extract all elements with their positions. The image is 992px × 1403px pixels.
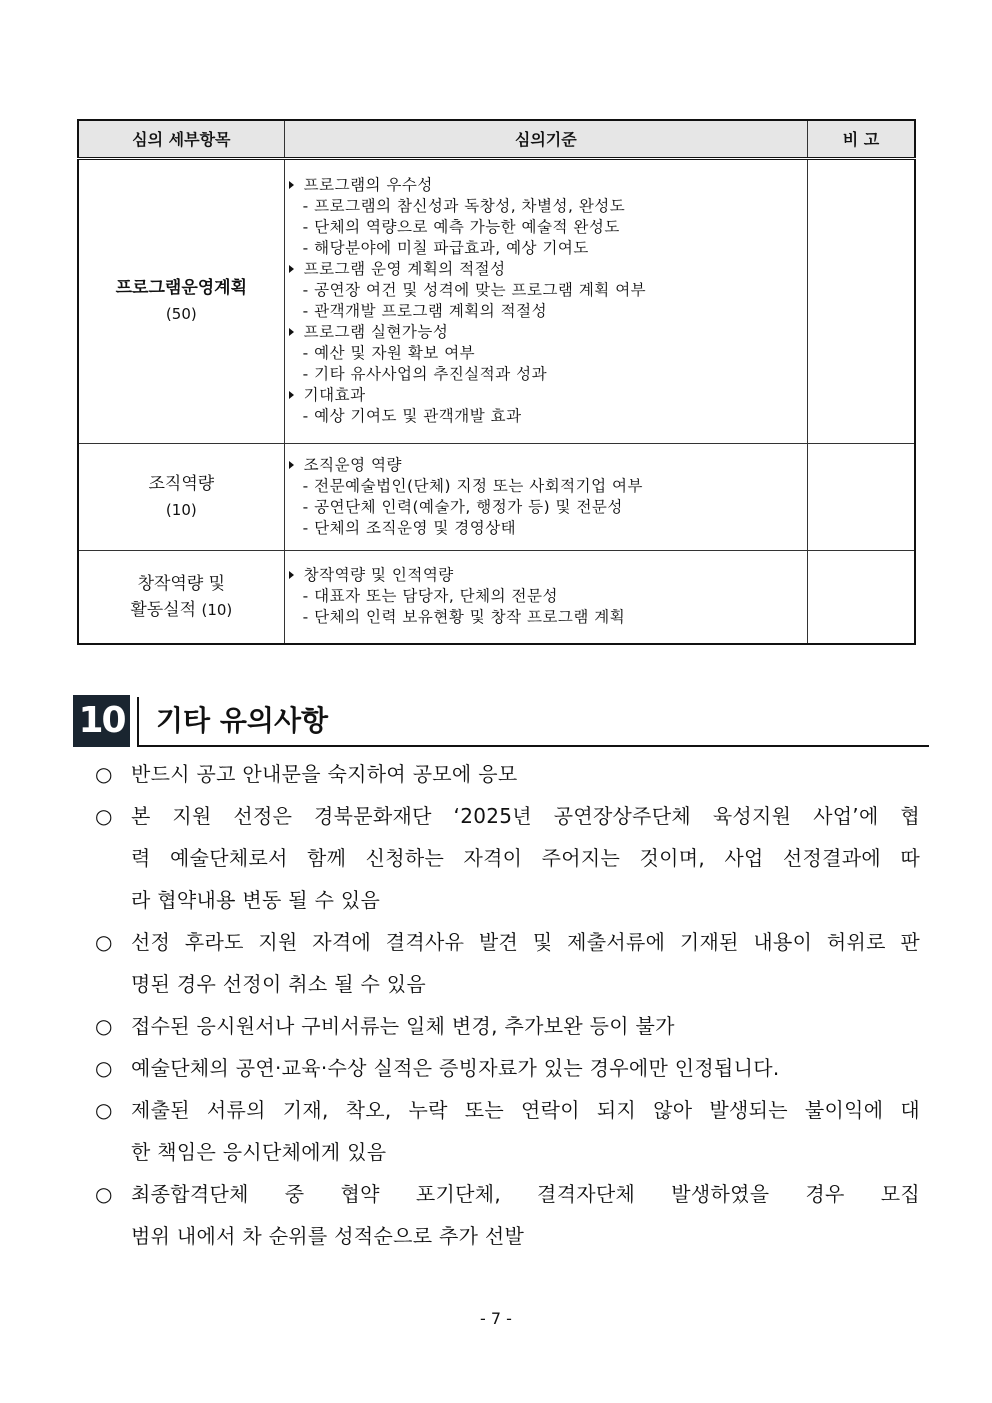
criteria-text: - 기타 유사사업의 추진실적과 성과 bbox=[302, 365, 548, 383]
circle-bullet-icon: ○ bbox=[95, 930, 113, 954]
criteria-heading bbox=[289, 565, 799, 586]
table-header-row bbox=[78, 120, 915, 158]
criteria-text: 프로그램의 우수성 bbox=[303, 176, 433, 194]
note-line: 라 협약내용 변동 될 수 있음 bbox=[131, 888, 381, 912]
circle-bullet-icon: ○ bbox=[95, 1182, 113, 1206]
criteria-detail bbox=[289, 238, 799, 259]
criteria-cell bbox=[284, 443, 807, 550]
circle-bullet-icon: ○ bbox=[95, 1014, 113, 1038]
item-cell bbox=[78, 443, 284, 550]
note-cell bbox=[807, 443, 915, 550]
header-item: 심의 세부항목 bbox=[78, 120, 284, 158]
criteria-text: - 해당분야에 미칠 파급효과, 예상 기여도 bbox=[302, 239, 589, 257]
triangle-bullet-icon bbox=[289, 265, 294, 273]
criteria-text: - 예산 및 자원 확보 여부 bbox=[302, 344, 476, 362]
note-cell bbox=[807, 158, 915, 443]
triangle-bullet-icon bbox=[289, 328, 294, 336]
note-line: 본 지원 선정은 경북문화재단 ‘2025년 공연장상주단체 육성지원 사업’에 협 bbox=[131, 804, 920, 828]
criteria-detail bbox=[289, 518, 799, 539]
criteria-heading bbox=[289, 322, 799, 343]
item-cell bbox=[78, 550, 284, 644]
item-score: (50) bbox=[165, 305, 197, 323]
section-number-badge: 10 bbox=[73, 695, 130, 747]
evaluation-criteria-table bbox=[77, 119, 916, 645]
criteria-detail bbox=[289, 497, 799, 518]
criteria-heading bbox=[289, 455, 799, 476]
criteria-detail bbox=[289, 217, 799, 238]
circle-bullet-icon: ○ bbox=[95, 1098, 113, 1122]
criteria-detail bbox=[289, 406, 799, 427]
header-note: 비 고 bbox=[807, 120, 915, 158]
note-text bbox=[131, 753, 920, 795]
list-item bbox=[95, 921, 920, 1005]
item-score: (10) bbox=[165, 500, 197, 519]
criteria-cell bbox=[284, 158, 807, 443]
triangle-bullet-icon bbox=[289, 391, 294, 399]
criteria-text: - 예상 기여도 및 관객개발 효과 bbox=[302, 407, 522, 425]
criteria-detail bbox=[289, 280, 799, 301]
criteria-heading bbox=[289, 259, 799, 280]
notes-list bbox=[95, 753, 920, 1257]
note-line: 명된 경우 선정이 취소 될 수 있음 bbox=[131, 972, 427, 996]
note-text bbox=[131, 795, 920, 921]
note-line: 최종합격단체 중 협약 포기단체, 결격자단체 발생하였을 경우 모집 bbox=[131, 1182, 920, 1206]
criteria-text: 조직운영 역량 bbox=[303, 455, 402, 474]
criteria-text: 기대효과 bbox=[303, 386, 366, 404]
section-underline bbox=[137, 745, 929, 747]
circle-bullet-icon: ○ bbox=[95, 1056, 113, 1080]
criteria-text: - 공연장 여건 및 성격에 맞는 프로그램 계획 여부 bbox=[302, 281, 647, 299]
page-number: - 7 - bbox=[480, 1309, 512, 1328]
item-name-line2: 활동실적 bbox=[130, 599, 197, 620]
item-cell bbox=[78, 158, 284, 443]
item-name: 조직역량 bbox=[148, 473, 215, 494]
criteria-detail bbox=[289, 343, 799, 364]
criteria-text: 창작역량 및 인적역량 bbox=[303, 566, 454, 585]
criteria-detail bbox=[289, 586, 799, 607]
note-line: 력 예술단체로서 함께 신청하는 자격이 주어지는 것이며, 사업 선정결과에 따 bbox=[131, 846, 920, 870]
circle-bullet-icon: ○ bbox=[95, 804, 113, 828]
list-item bbox=[95, 795, 920, 921]
triangle-bullet-icon bbox=[289, 181, 294, 189]
note-line: 선정 후라도 지원 자격에 결격사유 발견 및 제출서류에 기재된 내용이 허위로 판 bbox=[131, 930, 920, 954]
list-item bbox=[95, 753, 920, 795]
criteria-text: - 대표자 또는 담당자, 단체의 전문성 bbox=[302, 587, 558, 606]
table-row bbox=[78, 158, 915, 443]
note-text bbox=[131, 1005, 920, 1047]
criteria-text: - 프로그램의 참신성과 독창성, 차별성, 완성도 bbox=[302, 197, 626, 215]
criteria-text: - 단체의 조직운영 및 경영상태 bbox=[302, 518, 517, 537]
criteria-detail bbox=[289, 607, 799, 628]
criteria-text: - 공연단체 인력(예술가, 행정가 등) 및 전문성 bbox=[302, 497, 623, 516]
item-name: 프로그램운영계획 bbox=[115, 278, 248, 298]
criteria-text: - 단체의 역량으로 예측 가능한 예술적 완성도 bbox=[302, 218, 620, 236]
item-score: (10) bbox=[201, 600, 233, 619]
triangle-bullet-icon bbox=[289, 571, 294, 579]
note-line: 한 책임은 응시단체에게 있음 bbox=[131, 1140, 387, 1164]
criteria-detail bbox=[289, 364, 799, 385]
list-item bbox=[95, 1047, 920, 1089]
note-line: 제출된 서류의 기재, 착오, 누락 또는 연락이 되지 않아 발생되는 불이익에 대 bbox=[131, 1098, 920, 1122]
note-line: 범위 내에서 차 순위를 성적순으로 추가 선발 bbox=[131, 1224, 525, 1248]
note-cell bbox=[807, 550, 915, 644]
criteria-text: 프로그램 운영 계획의 적절성 bbox=[303, 260, 506, 278]
item-name: 창작역량 및 bbox=[137, 573, 226, 594]
circle-bullet-icon: ○ bbox=[95, 762, 113, 786]
criteria-detail bbox=[289, 476, 799, 497]
criteria-text: 프로그램 실현가능성 bbox=[303, 323, 449, 341]
header-criteria: 심의기준 bbox=[284, 120, 807, 158]
criteria-heading bbox=[289, 385, 799, 406]
note-text bbox=[131, 1173, 920, 1257]
criteria-detail bbox=[289, 196, 799, 217]
section-title: 기타 유의사항 bbox=[156, 704, 329, 737]
note-line: 반드시 공고 안내문을 숙지하여 공모에 응모 bbox=[131, 762, 518, 786]
criteria-text: - 관객개발 프로그램 계획의 적절성 bbox=[302, 302, 548, 320]
table-row bbox=[78, 550, 915, 644]
triangle-bullet-icon bbox=[289, 461, 294, 469]
list-item bbox=[95, 1173, 920, 1257]
criteria-detail bbox=[289, 301, 799, 322]
criteria-text: - 단체의 인력 보유현황 및 창작 프로그램 계획 bbox=[302, 608, 626, 627]
criteria-heading bbox=[289, 175, 799, 196]
table-row bbox=[78, 443, 915, 550]
note-text bbox=[131, 1089, 920, 1173]
section-divider bbox=[137, 697, 139, 745]
list-item bbox=[95, 1005, 920, 1047]
note-text bbox=[131, 1047, 920, 1089]
criteria-cell bbox=[284, 550, 807, 644]
criteria-text: - 전문예술법인(단체) 지정 또는 사회적기업 여부 bbox=[302, 476, 643, 495]
note-line: 예술단체의 공연·교육·수상 실적은 증빙자료가 있는 경우에만 인정됩니다. bbox=[131, 1056, 780, 1080]
note-text bbox=[131, 921, 920, 1005]
list-item bbox=[95, 1089, 920, 1173]
note-line: 접수된 응시원서나 구비서류는 일체 변경, 추가보완 등이 불가 bbox=[131, 1014, 675, 1038]
